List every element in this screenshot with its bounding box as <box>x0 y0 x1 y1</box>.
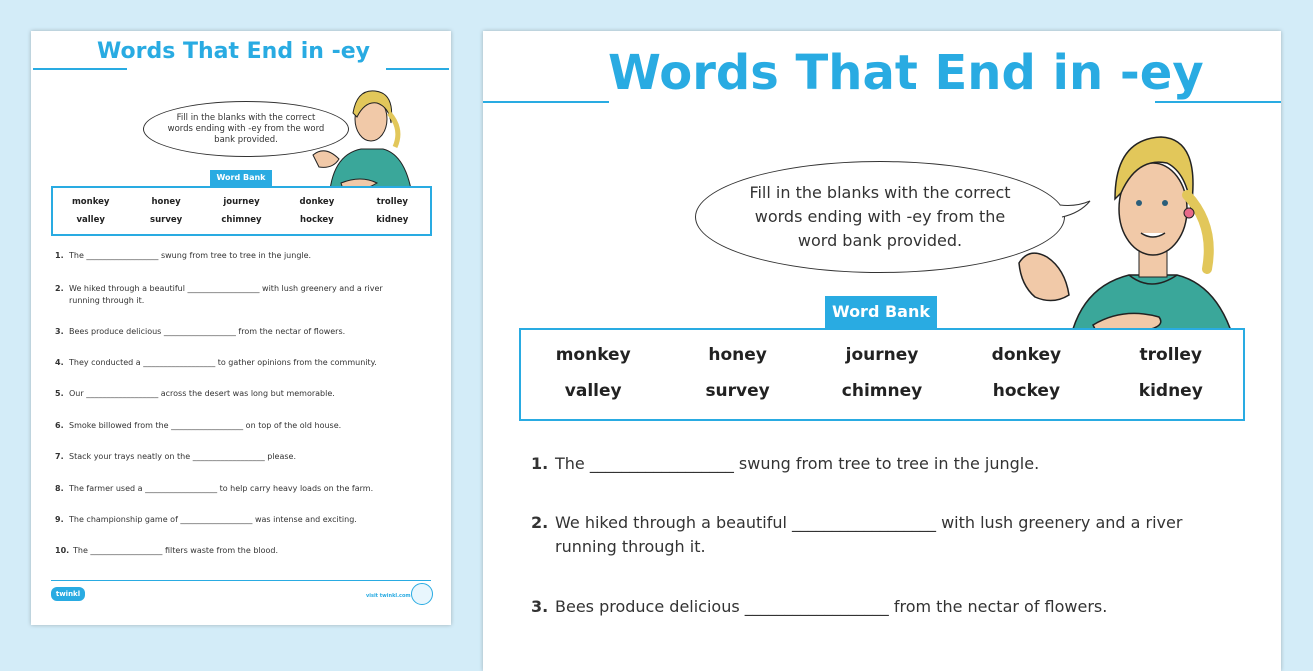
thumb-word: kidney <box>376 215 409 225</box>
question-number: 7. <box>55 452 64 461</box>
question-text: Stack your trays neatly on the __________________ please. <box>69 452 297 461</box>
question-number: 2. <box>55 284 64 293</box>
instruction-bubble <box>695 161 1065 273</box>
thumb-word: monkey <box>71 197 110 207</box>
word-bank-word: trolley <box>1139 345 1203 365</box>
thumb-word: trolley <box>376 197 408 207</box>
question-number: 6. <box>55 421 64 430</box>
quality-badge-icon <box>411 583 433 605</box>
question-text: The __________________ swung from tree to tree in the jungle. <box>69 251 312 260</box>
question-number: 10. <box>55 546 70 555</box>
question-text: Bees produce delicious __________________ from the nectar of flowers. <box>69 327 346 336</box>
thumbnail-instruction-text: Fill in the blanks with the correct words ending with -ey from the word bank provided. <box>167 112 325 145</box>
word-bank-word: donkey <box>991 345 1062 365</box>
word-bank <box>519 328 1245 421</box>
girl-presenting-illustration <box>1011 129 1243 361</box>
title-rule-left <box>483 101 609 103</box>
thumbnail-word-bank-label: Word Bank <box>210 170 272 186</box>
instruction-text: Fill in the blanks with the correct words ending with -ey from the word bank provided. <box>749 183 1011 250</box>
thumbnail-title: Words That End in -ey <box>97 39 370 64</box>
question-text: Bees produce delicious __________________ from the nectar of flowers. <box>555 597 1108 616</box>
girl-presenting-illustration <box>311 83 421 201</box>
thumb-word: honey <box>151 197 181 207</box>
question-text: The championship game of __________________ was intense and exciting. <box>69 515 357 524</box>
question-text: We hiked through a beautiful __________________ with lush greenery and a river running through it. <box>69 284 383 305</box>
footer-divider <box>51 580 431 581</box>
worksheet-zoomed <box>483 31 1281 671</box>
visit-link-text: visit twinkl.com <box>366 593 411 599</box>
question-text: Smoke billowed from the __________________ on top of the old house. <box>69 421 342 430</box>
thumb-word: survey <box>150 215 183 225</box>
page-title: Words That End in -ey <box>608 45 1204 101</box>
thumbnail-title-rule-right <box>386 68 449 70</box>
word-bank-word: journey <box>845 345 919 365</box>
thumbnail-title-rule <box>33 68 127 70</box>
question-text: We hiked through a beautiful __________________ with lush greenery and a river running through it. <box>555 513 1183 556</box>
question-text: The farmer used a __________________ to help carry heavy loads on the farm. <box>69 484 374 493</box>
question-number: 5. <box>55 389 64 398</box>
word-bank-word: monkey <box>555 345 631 365</box>
question-number: 3. <box>531 597 549 616</box>
worksheet-thumbnail <box>31 31 451 625</box>
thumb-word: chimney <box>221 215 262 225</box>
question-number: 9. <box>55 515 64 524</box>
question-text: Our __________________ across the desert was long but memorable. <box>69 389 335 398</box>
question-text: They conducted a __________________ to gather opinions from the community. <box>69 358 377 367</box>
thumb-word: donkey <box>299 197 335 207</box>
thumb-word: hockey <box>300 215 334 225</box>
question-number: 2. <box>531 513 549 532</box>
word-bank-word: kidney <box>1138 381 1203 401</box>
question-number: 4. <box>55 358 64 367</box>
word-bank-word: chimney <box>841 381 923 401</box>
word-bank-word: survey <box>705 381 770 401</box>
word-bank-word: honey <box>708 345 767 365</box>
word-bank-word: valley <box>564 381 622 401</box>
twinkl-logo: twinkl <box>51 587 85 601</box>
question-number: 8. <box>55 484 64 493</box>
thumbnail-word-bank <box>51 186 432 236</box>
title-rule-right <box>1155 101 1281 103</box>
question-number: 3. <box>55 327 64 336</box>
thumb-word: valley <box>76 215 105 225</box>
question-text: The __________________ swung from tree to tree in the jungle. <box>555 454 1040 473</box>
word-bank-word: hockey <box>992 381 1061 401</box>
word-bank-label: Word Bank <box>825 296 937 328</box>
question-text: The __________________ filters waste from the blood. <box>73 546 279 555</box>
thumb-word: journey <box>223 197 260 207</box>
question-number: 1. <box>531 454 549 473</box>
question-number: 1. <box>55 251 64 260</box>
